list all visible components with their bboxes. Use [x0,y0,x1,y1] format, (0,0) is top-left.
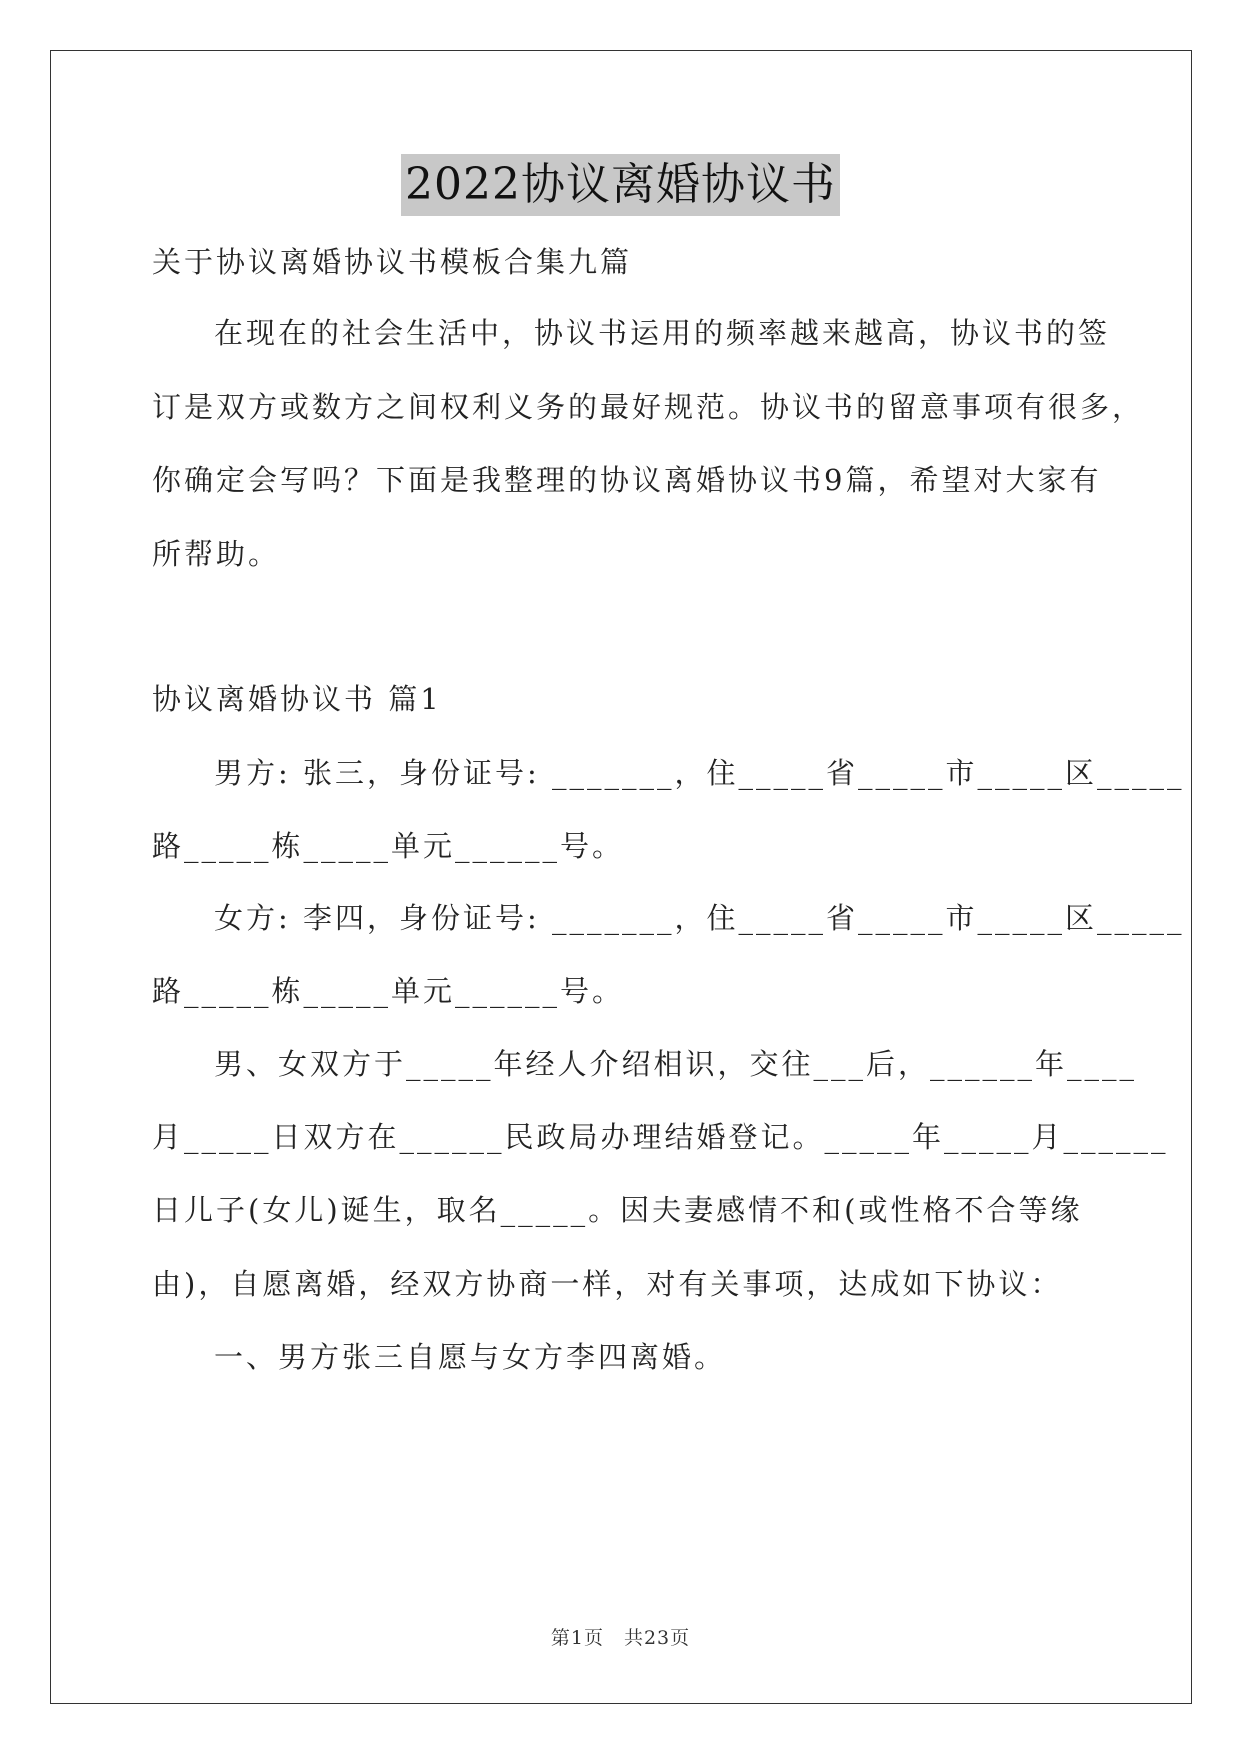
background-line: 月_____日双方在______民政局办理结婚登记。_____年_____月______ [152,1120,1169,1154]
intro-line: 你确定会写吗？下面是我整理的协议离婚协议书9篇，希望对大家有 [152,463,1102,497]
page-number-footer: 第1页 共23页 [550,1627,691,1649]
title-container [0,154,1241,216]
document-subtitle: 关于协议离婚协议书模板合集九篇 [152,245,633,279]
background-line: 由)，自愿离婚，经双方协商一样，对有关事项，达成如下协议： [152,1267,1063,1301]
male-party-line: 男方: 张三，身份证号: _______，住_____省_____市_____区_____ [214,756,1185,790]
section-heading: 协议离婚协议书 篇1 [152,682,442,716]
female-party-line: 女方: 李四，身份证号: _______，住_____省_____市_____区_____ [214,901,1185,935]
male-party-line: 路_____栋_____单元______号。 [152,829,625,863]
intro-line: 在现在的社会生活中，协议书运用的频率越来越高，协议书的签 [214,316,1111,350]
document-title: 2022协议离婚协议书 [401,154,840,216]
intro-line: 订是双方或数方之间权利义务的最好规范。协议书的留意事项有很多， [152,390,1145,424]
background-line: 男、女双方于_____年经人介绍相识，交往___后，______年____ [214,1047,1138,1081]
page-border [50,50,1192,1704]
female-party-line: 路_____栋_____单元______号。 [152,974,625,1008]
clause-one: 一、男方张三自愿与女方李四离婚。 [214,1340,727,1374]
background-line: 日儿子(女儿)诞生，取名_____。因夫妻感情不和(或性格不合等缘 [152,1193,1083,1227]
intro-line: 所帮助。 [152,537,281,571]
